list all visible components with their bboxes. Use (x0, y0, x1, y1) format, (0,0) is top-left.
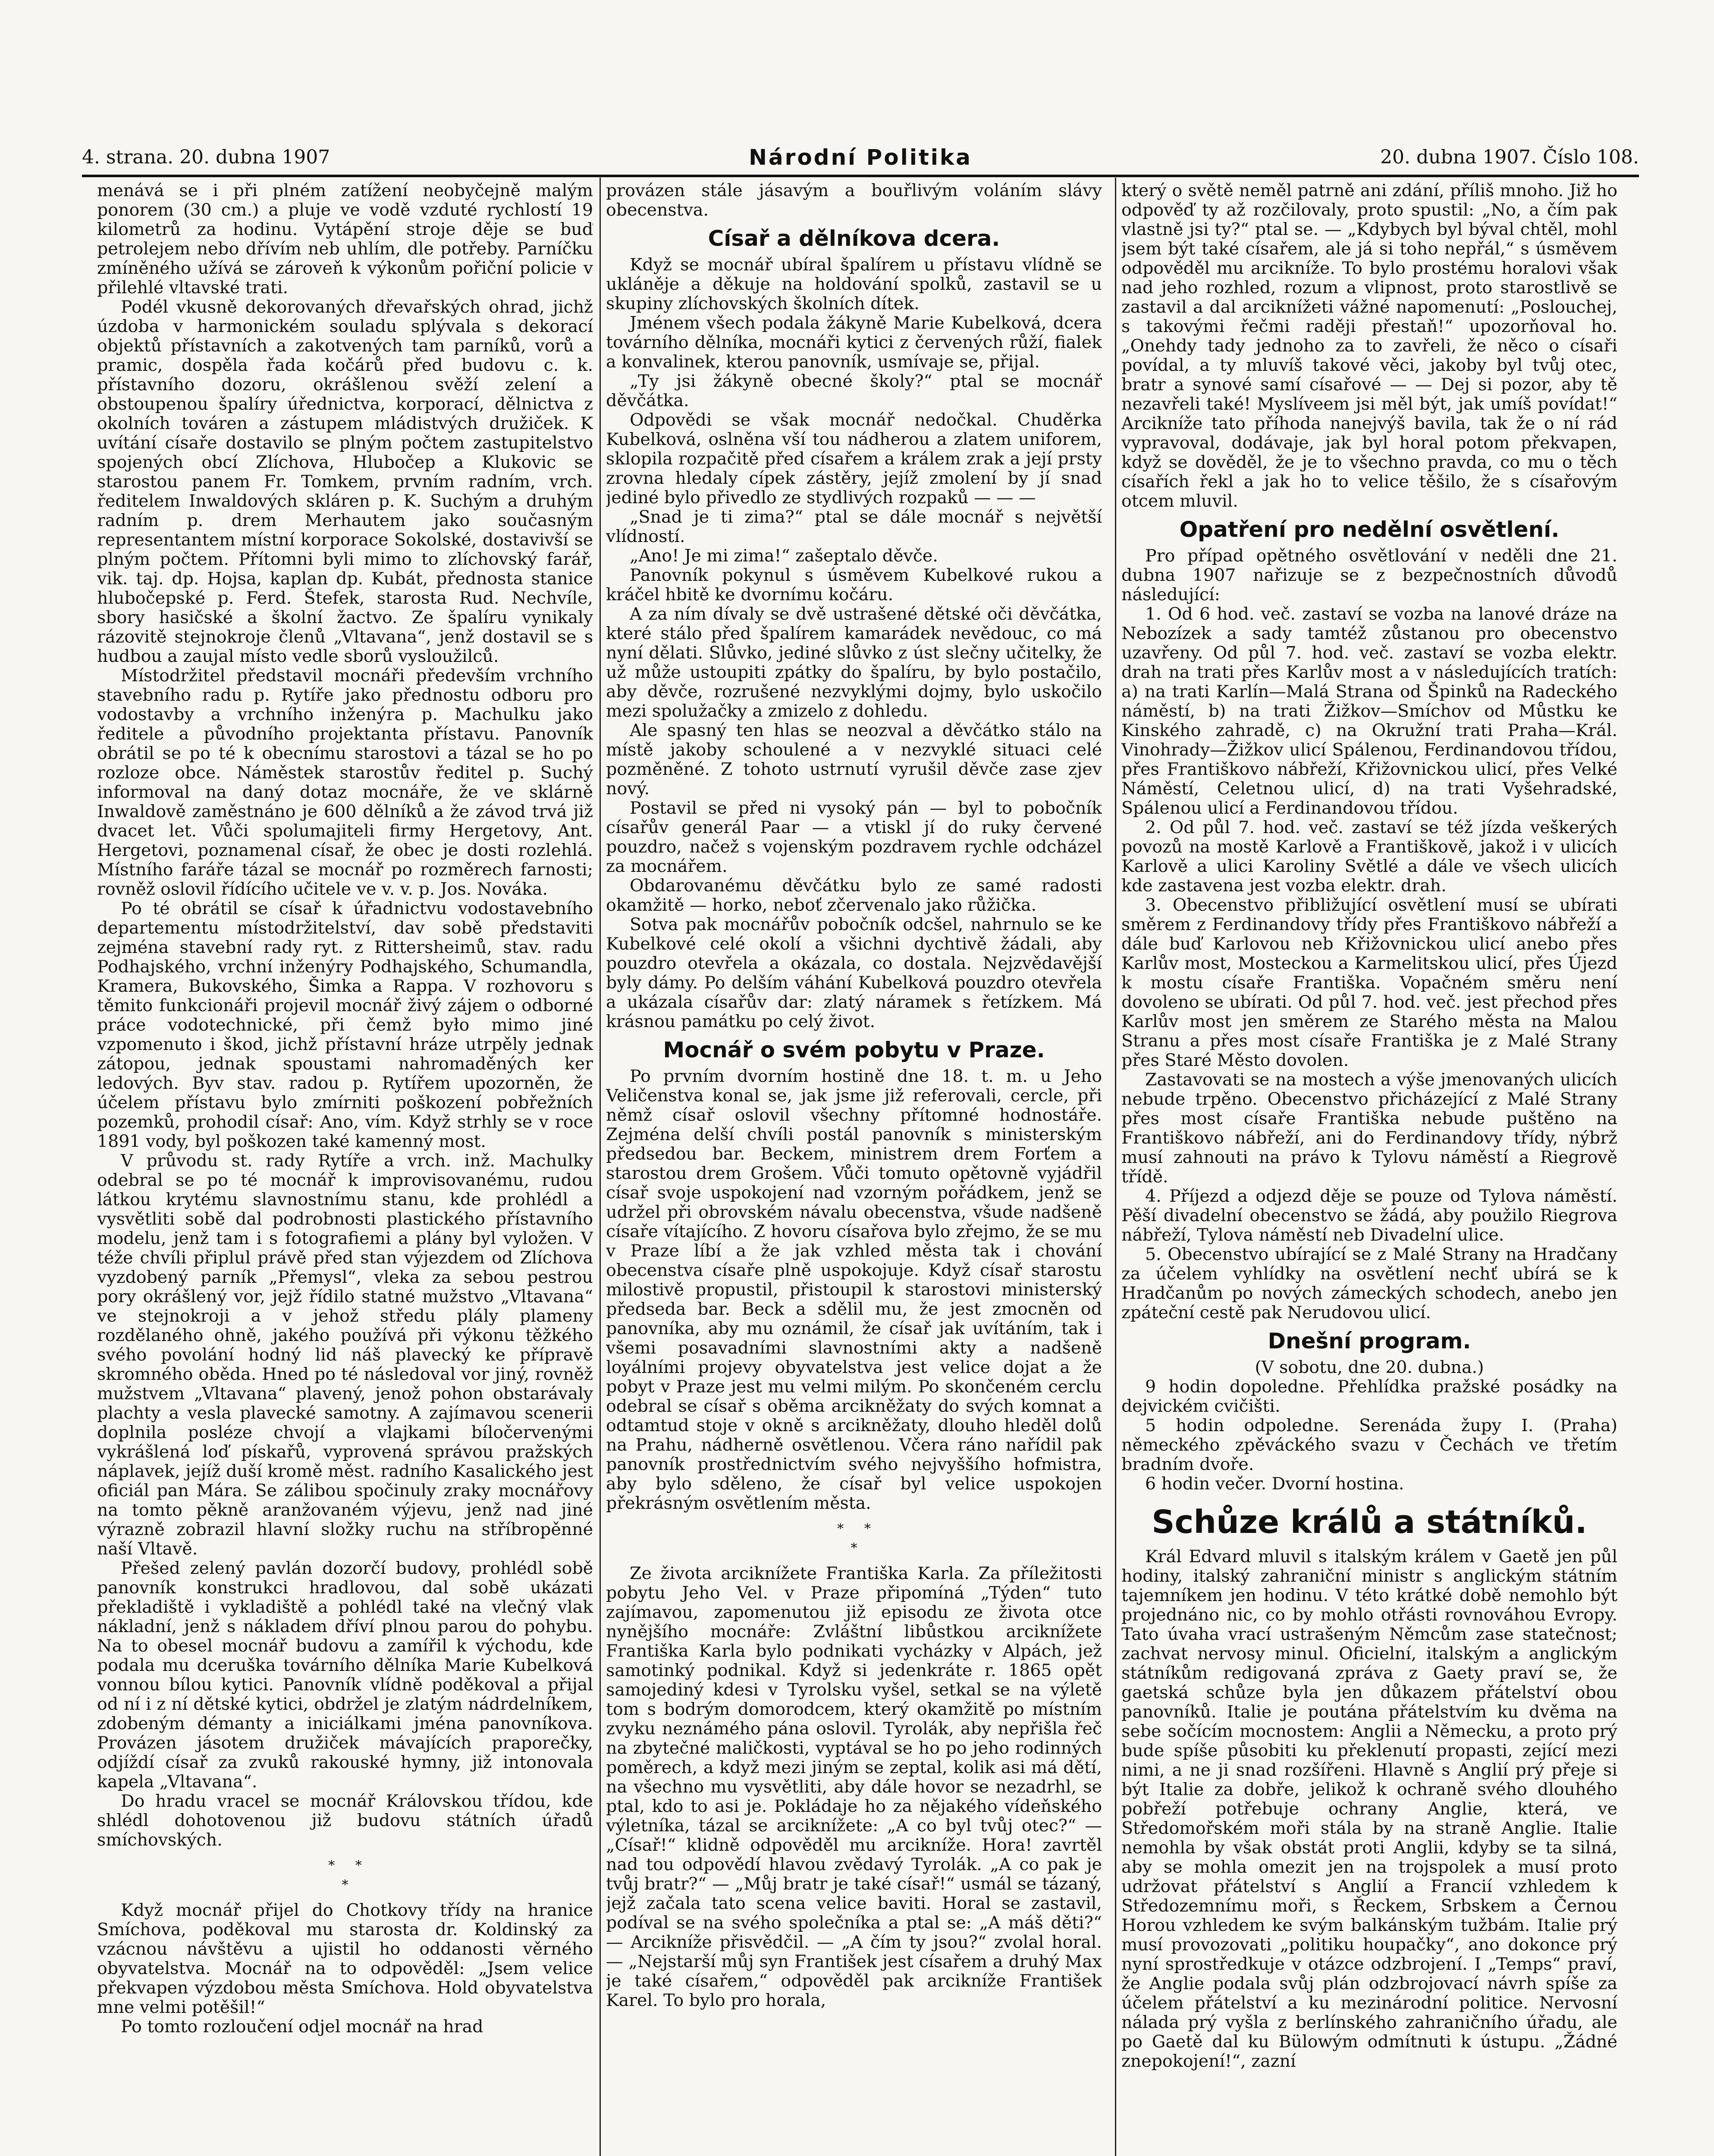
article-headline: Opatření pro nedělní osvětlení. (1179, 517, 1560, 542)
article-paragraph: Odpovědi se však mocnář nedočkal. Chuděrka Kubelková, oslněna vší tou nádherou a zlatem uniforem, sklopila rozpačitě před císařem a králem zrak a její prsty zrovna hledaly cípek zástěry, jejíž zmolení by jí snad jediné bylo přivedlo ze stydlivých rozpaků — — — (606, 410, 1102, 508)
article-paragraph: Král Edvard mluvil s italským králem v Gaetě jen půl hodiny, italský zahraniční ministr s anglickým státním tajemníkem jen hodinu. V této krátké době nemohlo být projednáno nic, co by mohlo otřásti rovnováhou Evropy. Tato úvaha vrací ustrašeným Němcům zase statečnost; zachvat nervosy minul. Oficielní, italským a anglickým státníkům redigovaná zpráva z Gaety praví se, že gaetská schůze byla jen důkazem přátelství obou panovníků. Italie je poutána přátelstvím ku dvěma na sebe sočícím mocnostem: Anglii a Německu, a proto prý bude spíše působiti ku překlenutí propasti, zející mezi nimi, a ne ji snad rozšířeni. Hlavně s Anglií prý přeje si být Italie za dobře, jelikož k ochraně svého dlouhého pobřeží potřebuje ochrany Anglie, která, ve Středomořském moři stála by na straně Anglie. Italie nemohla by však obstát proti Anglii, kdyby se ta silná, aby se mohla omezit jen na trojspolek a musí proto udržovat přátelství s Anglií a Francií vzhledem k Středozemnímu moři, s Řeckem, Srbskem a Černou Horou vzhledem ke svým balkánským tužbám. Italie prý musí provozovati „politiku houpačky“, ano dokonce prý nyní sprostředkuje v otázce odzbrojení. I „Temps“ praví, že Anglie podala svůj plán odzbrojovací návrh spíše za účelem přátelství a ku mezinárodní politice. Nervosní nálada prý vyšla z berlínského zahraničního úřadu, ale po Gaetě dal ku Bülowým odmítnuti k ústupu. „Žádné znepokojení!“, zazní (1121, 1547, 1617, 2071)
article-paragraph: Když se mocnář ubíral špalírem u přístavu vlídně se ukláněje a děkuje na holdování spolků, zastavil se u skupiny zlíchovských školních dítek. (606, 255, 1102, 313)
article-paragraph: Zastavovati se na mostech a výše jmenovaných ulicích nebude trpěno. Obecenstvo přicházející z Malé Strany přes most císaře Františka nebude puštěno na Františkovo nábřeží, ani do Ferdinandovy třídy, nýbrž musí zahnouti na právo k Tylovu náměstí a Riegrově třídě. (1121, 1070, 1617, 1187)
article-paragraph: Obdarovanému děvčátku bylo ze samé radosti okamžitě — horko, neboť zčervenalo jako růžička. (606, 876, 1102, 915)
article-paragraph: „Snad je ti zima?“ ptal se dále mocnář s největší vlídností. (606, 507, 1102, 546)
article-paragraph: 4. Příjezd a odjezd děje se pouze od Tylova náměstí. Pěší divadelní obecenstvo se žádá, aby použilo Riegrova nábřeží, Tylova náměstí neb Divadelní ulice. (1121, 1186, 1617, 1245)
header-page-date: 4. strana. 20. dubna 1907 (82, 146, 330, 168)
article-paragraph: menává se i při plném zatížení neobyčejně malým ponorem (30 cm.) a pluje ve vodě vzduté rychlostí 19 kilometrů za hodinu. Vytápění stroje děje se buď petrolejem nebo dřívím neb uhlím, dle potřeby. Parníčku zmíněného užívá se zároveň k výkonům pořiční policie v přilehlé vltavské trati. (97, 181, 593, 298)
article-paragraph: Postavil se před ni vysoký pán — byl to pobočník císařův generál Paar — a vtiskl jí do ruky červené pouzdro, načež s vojenským pozdravem rychle odcházel za mocnářem. (606, 798, 1102, 876)
article-paragraph: Do hradu vracel se mocnář Královskou třídou, kde shlédl dohotovenou již budovu státních úřadů smíchovských. (97, 1791, 593, 1850)
article-paragraph: V průvodu st. rady Rytíře a vrch. inž. Machulky odebral se po té mocnář k improvisovanému, rudou látkou krytému slavnostnímu stanu, kde prohlédl a vysvětliti sobě dal podrobnosti plastického přístavního modelu, jenž tam i s fotografiemi a plány byl vyložen. V téže chvíli připlul právě před stan výjezdem od Zlíchova vyzdobený parník „Přemysl“, vleka za sebou pestrou pory okrášlený vor, jejž řídilo statné mužstvo „Vltavana“ ve stejnokroji a v jehož středu plály plameny rozdělaného ohně, jakého používá při výkonu těžkého svého povolání hodný lid náš plavecký ke přípravě skromného oběda. Hned po té následoval vor jiný, rovněž mužstvem „Vltavana“ plavený, jenož pohon obstarávaly plachty a vesla plavecké samotny. A zajímavou scenerii doplnila posléze chvojí a vlajkami bíločervenými vykrášlená loď pískařů, vyprovená správou pražských náplavek, jejíž duší kromě měst. radního Kasalického jest oficiál pan Mára. Se zálibou spočinuly zraky mocnářovy na tomto pěkně aranžovaném výjevu, jenž nad jiné výrazně zobrazil hlavní složky ruchu na stříbropěnné naší Vltavě. (97, 1151, 593, 1559)
article-paragraph: 3. Obecenstvo přibližující osvětlení musí se ubírati směrem z Ferdinandovy třídy přes Františkovo nábřeží a dále buď Karlovou neb Křižovnickou ulicí anebo přes Karlův most, Mosteckou a Karmelitskou ulicí, přes Újezd k mostu císaře Františka. Vopačném směru není dovoleno se ubírati. Od půl 7. hod. več. jest přechod přes Karlův most jen směrem ze Starého města na Malou Stranu a přes most císaře Františka je z Malé Strany přes Staré Město dovolen. (1121, 895, 1617, 1070)
article-paragraph: Ale spasný ten hlas se neozval a děvčátko stálo na místě jakoby schoulené a v nezvyklé situaci celé pozměněné. Z tohoto ustrnutí vyrušil děvče zase zjev nový. (606, 721, 1102, 799)
article-paragraph: Když mocnář přijel do Chotkovy třídy na hranice Smíchova, poděkoval mu starosta dr. Koldinský za vzácnou návštěvu a ujistil ho oddanosti věrného obyvatelstva. Mocnář na to odpověděl: „Jsem velice překvapen výzdobou města Smíchova. Hold obyvatelstva mne velmi potěšil!“ (97, 1900, 593, 2017)
article-paragraph: Jménem všech podala žákyně Marie Kubelková, dcera továrního dělníka, mocnáři kytici z červených růží, fialek a konvalinek, kterou panovník, usmívaje se, přijal. (606, 313, 1102, 372)
article-paragraph: provázen stále jásavým a bouřlivým voláním slávy obecenstva. (606, 181, 1102, 220)
article-paragraph: A za ním dívaly se dvě ustrašené dětské oči děvčátka, které stálo před špalírem kamarádek nevědouc, co má nyní dělati. Slůvko, jediné slůvko z úst slečny učitelky, že už může ustoupiti zpátky do špalíru, by bylo postačilo, aby děvče, rozrušené nezvyklými dojmy, bylo uskočilo mezi spolužačky a zmizelo z dohledu. (606, 604, 1102, 721)
article-paragraph: Po prvním dvorním hostině dne 18. t. m. u Jeho Veličenstva konal se, jak jsme již referovali, cercle, při němž císař oslovil všechny přítomné hodnostáře. Zejména delší chvíli postál panovník s ministerským předsedou bar. Beckem, ministrem drem Forťem a starostou drem Grošem. Vůči tomuto opětovně vyjádřil císař svoje uspokojení nad vzorným pořádkem, jenž se udržel při obrovském návalu obecenstva, všude nadšeně císaře vítajícího. Z hovoru císařova bylo zřejmo, že se mu v Praze líbí a že jak vzhled města tak i chování obecenstva císaře plně uspokojuje. Když císař starostu milostivě propustil, přistoupil k starostovi ministerský předseda bar. Beck a sdělil mu, že jest zmocněn od panovníka, aby mu oznámil, že císař jak uvítáním, tak i všemi posavadními slavnostními akty a nadšeně loyálními projevy obyvatelstva jest velice dojat a že pobyt v Praze jest mu velmi milým. Po skončeném cerclu odebral se císař s oběma arcikněžaty do svých komnat a odtamtud stoje v okně s arcikněžaty, dlouho hleděl dolů na Prahu, nádherně osvětlenou. Včera ráno nařídil pak panovník prostřednictvím svého nejvyššího hofmistra, aby bylo sděleno, že císař byl velice uspokojen překrásným osvětlením města. (606, 1066, 1102, 1513)
newspaper-title: Národní Politika (749, 145, 972, 170)
header-issue-number: 20. dubna 1907. Číslo 108. (1380, 146, 1639, 168)
text-column-2 (606, 181, 1102, 2156)
article-headline: Císař a dělníkova dcera. (708, 226, 1000, 251)
article-paragraph: 5 hodin odpoledne. Serenáda župy I. (Praha) německého zpěváckého svazu v Čechách ve třetím bradním dvoře. (1121, 1416, 1617, 1474)
page-header (82, 144, 1639, 175)
article-paragraph: Podél vkusně dekorovaných dřevařských ohrad, jichž úzdoba v harmonickém souladu splývala s dekorací objektů přístavních a zakotvených tam parníků, vorů a pramic, dospěla řada kočárů před budovu c. k. přístavního dozoru, okrášlenou svěží zelení a obstoupenou špalíry úřednictva, korporací, dělnictva z okolních továren a zástupem mládistvých družiček. K uvítání císaře dostavilo se plným počtem zastupitelstvo spojených obcí Zlíchova, Hlubočep a Klukovic se starostou panem Fr. Tomkem, prvním radním, vrch. ředitelem Inwaldových skláren p. K. Suchým a druhým radním p. drem Merhautem jako současným representantem místní korporace Sokolské, dostavivší se plným počtem. Přítomni byli mimo to zlíchovský farář, vik. taj. dp. Hojsa, kaplan dp. Kubát, přednosta stanice hlubočepské p. Ferd. Štefek, starosta Rud. Nechvíle, sbory hasičské a školní žactvo. Ze špalíru vynikaly rázovitě stejnokroje členů „Vltavana“, jenž dostavil se s hudbou a zaujal místo vedle sborů vysloužilců. (97, 297, 593, 666)
column-divider (600, 178, 601, 2156)
article-paragraph: Panovník pokynul s úsměvem Kubelkové rukou a kráčel hbitě ke dvornímu kočáru. (606, 565, 1102, 605)
article-paragraph: 1. Od 6 hod. več. zastaví se vozba na lanové dráze na Nebozízek a sady tamtéž zůstanou pro obecenstvo uzavřeny. Od půl 7. hod. več. zastaví se vozba elektr. drah na trati přes Karlův most a v následujících tratích: a) na trati Karlín—Malá Strana od Špinků na Radeckého náměstí, b) na trati Žižkov—Smíchov od Můstku ke Kinského zahradě, c) na Okružní trati Praha—Král. Vinohrady—Žižkov ulicí Spálenou, Ferdinandovou třídou, přes Františkovo nábřeží, Křižovnickou ulicí, přes Velké Náměstí, Celetnou ulicí, d) na trati Vyšehradské, Spálenou ulicí a Ferdinandovou třídou. (1121, 604, 1617, 818)
article-paragraph: který o světě neměl patrně ani zdání, příliš mnoho. Již ho odpověď ty až rozčilovaly, proto spustil: „No, a čím pak vlastně jsi ty?“ ptal se. — „Kdybych byl býval chtěl, mohl jsem být také císařem, ale já si toho nepřál,“ s úsměvem odpověděl mu arcikníže. To bylo prostému horalovi však nad jeho rozhled, rozum a vlipnost, proto starostlivě se zastavil a dal arciknížeti vážné napomenutí: „Poslouchej, s takovými řečmi raději přestaň!“ upozorňoval ho. „Onehdy tady jednoho za to zavřeli, že něco o císaři povídal, a ty mluvíš takové věci, jakoby byl tvůj otec, bratr a synové samí císařové — — Dej si pozor, aby tě nezavřeli také! Myslíveem jsi měl být, jak umíš povídat!“ Arcikníže tato příhoda nanejvýš bavila, tak že o ní rád vypravoval, dodávaje, jak byl horal potom překvapen, když se dověděl, že je to všechno pravda, co mu o těch císařích řekl a jak ho to velice těšilo, že s císařovým otcem mluvil. (1121, 181, 1617, 511)
article-paragraph: Ze života arciknížete Františka Karla. Za příležitosti pobytu Jeho Vel. v Praze připomíná „Týden“ tuto zajímavou, zapomenutou již episodu ze života otce nynějšího mocnáře: Zvláštní libůstkou arciknížete Františka Karla bylo podnikati vycházky v Alpách, jež samotinký podnikal. Když si jedenkráte r. 1865 opět samojediný kdesi v Tyrolsku vyšel, setkal se na výletě tom s bodrým domorodcem, který okamžitě po místním zvyku neznámého pána oslovil. Tyrolák, aby nepřišla řeč na zbytečné maličkosti, vyptával se ho po jeho rodinných poměrech, a když mezi jiným se zeptal, kolik asi má dětí, na všechno mu vysvětliti, aby dále hovor se nezadrhl, se ptal, kdo to asi je. Pokládaje ho za nějakého vídeňského výletníka, tázal se arciknížete: „A co byl tvůj otec?“ — „Císař!“ klidně odpověděl mu arcikníže. Hora! zavrtěl nad tou odpovědí hlavou zvědavý Tyrolák. „A co pak je tvůj bratr?“ — „Můj bratr je také císař!“ usmál se tázaný, jejž začala tato scena velice baviti. Horal se zastavil, podíval se na svého společníka a ptal se: „A máš děti?“ — Arcikníže přisvědčil. — „A čím ty jsou?“ zvolal horal. — „Nejstarší můj syn František jest císařem a druhý Max je také císařem,“ odpověděl pak arcikníže František Karel. To bylo pro horala, (606, 1564, 1102, 2010)
article-paragraph: „Ty jsi žákyně obecné školy?“ ptal se mocnář děvčátka. (606, 371, 1102, 411)
article-paragraph: 5. Obecenstvo ubírající se z Malé Strany na Hradčany za účelem vyhlídky na osvětlení nechť ubírá se k Hradčanům po nových zámeckých schodech, anebo jen zpáteční cestě pak Nerudovou ulicí. (1121, 1244, 1617, 1322)
article-headline: Mocnář o svém pobytu v Praze. (663, 1037, 1045, 1062)
article-paragraph: 2. Od půl 7. hod. več. zastaví se též jízda veškerých povozů na mostě Karlově a Františkově, jakož i v ulicích Karlově a ulici Karoliny Světlé a dále ve všech ulicích kde zastavena jest vozba elektr. drah. (1121, 818, 1617, 896)
article-paragraph: Sotva pak mocnářův pobočník odcšel, nahrnulo se ke Kubelkové celé okolí a všichni dychtivě žádali, aby pouzdro otevřela a okázala, co dostala. Nejzvědavější byly dámy. Po delším váhání Kubelková pouzdro otevřela a ukázala císařův dar: zlatý náramek s řetízkem. Má krásnou památku po celý život. (606, 915, 1102, 1031)
article-paragraph: Pro případ opětného osvětlování v neděli dne 21. dubna 1907 nařizuje se z bezpečnostních důvodů následující: (1121, 546, 1617, 605)
section-separator: * * * (837, 1521, 871, 1556)
article-paragraph: Přešed zelený pavlán dozorčí budovy, prohlédl sobě panovník konstrukci hradlovou, dal sobě ukázati překladiště i vykladiště a pohlédl také na vlečný vlak nákladní, jenž s nákladem dříví plnou parou do pohybu. Na to obesel mocnář budovu a zamířil k východu, kde podala mu dceruška továrního dělníka Marie Kubelková vonnou bílou kytici. Panovník vlídně poděkoval a přijal od ní i z ní dětské kytici, obdržel je zlatým nádrdelníkem, zdobeným démanty a iniciálkami jména panovníkova. Provázen jásotem družiček mávajících praporečky, odjíždí císař za zvuků rakouské hymny, již intonovala kapela „Vltavana“. (97, 1558, 593, 1792)
column-divider (1115, 178, 1116, 2156)
article-paragraph: 9 hodin dopoledne. Přehlídka pražské posádky na dejvickém cvičišti. (1121, 1377, 1617, 1416)
article-paragraph: Po tomto rozloučení odjel mocnář na hrad (121, 2017, 483, 2037)
article-paragraph: Po té obrátil se císař k úřadnictvu vodostavebního departementu místodržitelství, dav sobě představiti zejména stavební rady ryt. z Rittersheimů, stav. radu Podhajského, vrchní inženýry Podhajského, Schumandla, Kramera, Bukovského, Šimka a Rappa. V rozhovoru s těmito funkcionáři projevil mocnář živý zájem o odborné práce vodotechnické, při čemž było mimo jiné vzpomenuto i škod, jichž přístavní hráze utrpěly jednak zátopou, jednak spoustami nahromaděných ker ledových. Byv stav. radou p. Rytířem upozorněn, že účelem přístavu bylo zmírniti poškození pobřežních pozemků, prohodil císař: Ano, vím. Když strhly se v roce 1891 vody, byl poškozen také kamenný most. (97, 899, 593, 1151)
text-column-1 (97, 181, 593, 2156)
text-column-3 (1121, 181, 1617, 2156)
article-headline: Dnešní program. (1268, 1329, 1471, 1354)
header-rule (82, 175, 1639, 177)
article-paragraph: Místodržitel představil mocnáři především vrchního stavebního radu p. Rytíře jako přednostu odboru pro vodostavby a vrchního inženýra p. Machulku jako ředitele a původního projektanta přístavu. Panovník obrátil se po té k obecnímu starostovi a tázal se ho po rozloze obce. Náměstek starostův ředitel p. Suchý informoval na daný dotaz mocnáře, že ve sklárně Inwaldově zaměstnáno je 600 dělníků a že závod trvá již dvacet let. Vůči spolumajiteli firmy Hergetovy, Ant. Hergetovi, poznamenal císař, že obec je dosti rozlehlá. Místního faráře tázal se mocnář po rozměrech farnosti; rovněž oslovil řídícího učitele ve v. v. p. Jos. Nováka. (97, 666, 593, 899)
section-separator: * * * (328, 1858, 362, 1893)
article-headline: Schůze králů a státníků. (1152, 1504, 1587, 1541)
article-paragraph: „Ano! Je mi zima!“ zašeptalo děvče. (630, 546, 938, 566)
article-paragraph: 6 hodin večer. Dvorní hostina. (1145, 1474, 1404, 1494)
program-date: (V sobotu, dne 20. dubna.) (1255, 1357, 1484, 1377)
